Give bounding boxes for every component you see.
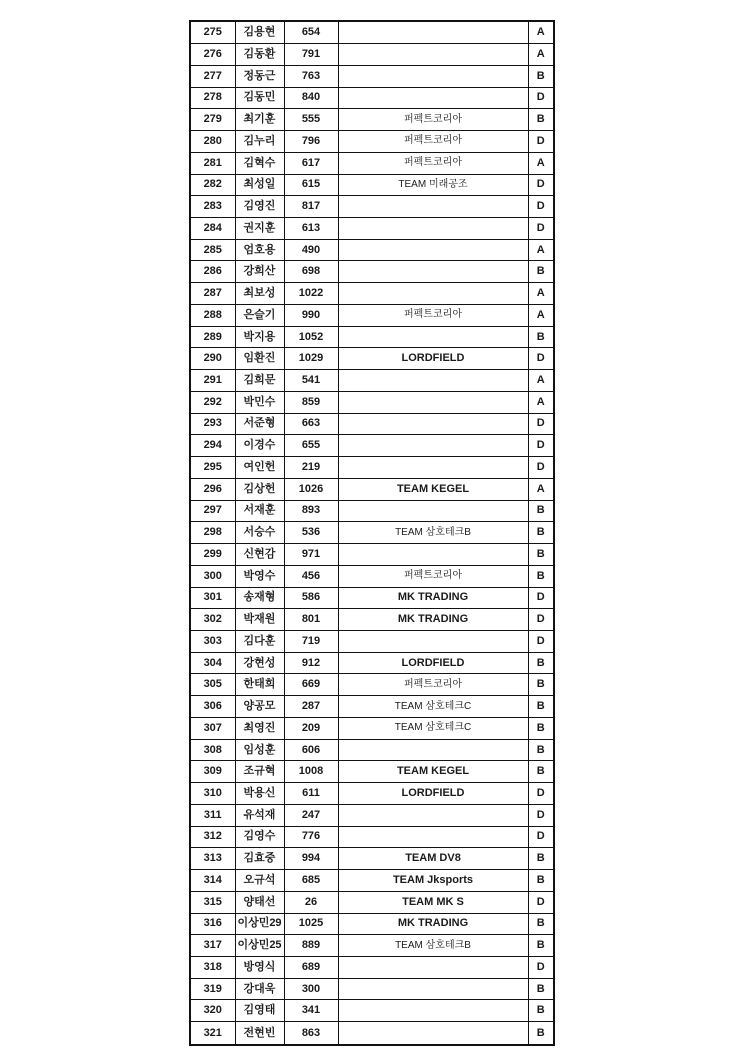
entry-number-cell: 294 <box>190 435 235 457</box>
team-cell: TEAM KEGEL <box>338 761 528 783</box>
team-cell <box>338 457 528 479</box>
grade-cell: B <box>528 1022 554 1045</box>
team-cell: 퍼펙트코리아 <box>338 152 528 174</box>
table-row <box>190 174 554 196</box>
team-cell: 퍼펙트코리아 <box>338 565 528 587</box>
team-cell <box>338 21 528 44</box>
score-cell: 685 <box>284 870 338 892</box>
name-cell: 강대욱 <box>235 978 284 1000</box>
score-cell: 971 <box>284 544 338 566</box>
results-table <box>189 20 555 1046</box>
grade-cell: A <box>528 152 554 174</box>
score-cell: 341 <box>284 1000 338 1022</box>
entry-number-cell: 303 <box>190 630 235 652</box>
grade-cell: A <box>528 478 554 500</box>
entry-number-cell: 291 <box>190 370 235 392</box>
team-cell <box>338 956 528 978</box>
score-cell: 655 <box>284 435 338 457</box>
name-cell: 강희산 <box>235 261 284 283</box>
score-cell: 615 <box>284 174 338 196</box>
entry-number-cell: 313 <box>190 848 235 870</box>
name-cell: 유석재 <box>235 804 284 826</box>
table-row <box>190 935 554 957</box>
table-row <box>190 522 554 544</box>
entry-number-cell: 300 <box>190 565 235 587</box>
name-cell: 임환진 <box>235 348 284 370</box>
table-row <box>190 500 554 522</box>
grade-cell: D <box>528 956 554 978</box>
table-row <box>190 370 554 392</box>
grade-cell: B <box>528 761 554 783</box>
score-cell: 719 <box>284 630 338 652</box>
score-cell: 586 <box>284 587 338 609</box>
name-cell: 신현감 <box>235 544 284 566</box>
table-row <box>190 304 554 326</box>
team-cell: TEAM 미래공조 <box>338 174 528 196</box>
name-cell: 오규석 <box>235 870 284 892</box>
table-row <box>190 956 554 978</box>
table-row <box>190 152 554 174</box>
entry-number-cell: 287 <box>190 283 235 305</box>
grade-cell: B <box>528 544 554 566</box>
entry-number-cell: 276 <box>190 44 235 66</box>
entry-number-cell: 318 <box>190 956 235 978</box>
name-cell: 박재원 <box>235 609 284 631</box>
score-cell: 698 <box>284 261 338 283</box>
score-cell: 1022 <box>284 283 338 305</box>
entry-number-cell: 277 <box>190 65 235 87</box>
grade-cell: B <box>528 913 554 935</box>
team-cell: 퍼펙트코리아 <box>338 109 528 131</box>
entry-number-cell: 278 <box>190 87 235 109</box>
entry-number-cell: 295 <box>190 457 235 479</box>
grade-cell: D <box>528 435 554 457</box>
name-cell: 김희문 <box>235 370 284 392</box>
team-cell: TEAM 삼호테크B <box>338 522 528 544</box>
score-cell: 796 <box>284 131 338 153</box>
score-cell: 456 <box>284 565 338 587</box>
team-cell: 퍼펙트코리아 <box>338 304 528 326</box>
name-cell: 김영수 <box>235 826 284 848</box>
name-cell: 양태선 <box>235 891 284 913</box>
team-cell: LORDFIELD <box>338 652 528 674</box>
table-row <box>190 131 554 153</box>
score-cell: 817 <box>284 196 338 218</box>
table-row <box>190 609 554 631</box>
team-cell: TEAM MK S <box>338 891 528 913</box>
team-cell <box>338 326 528 348</box>
name-cell: 김다훈 <box>235 630 284 652</box>
team-cell: MK TRADING <box>338 913 528 935</box>
team-cell <box>338 283 528 305</box>
grade-cell: B <box>528 1000 554 1022</box>
grade-cell: D <box>528 348 554 370</box>
grade-cell: D <box>528 196 554 218</box>
score-cell: 994 <box>284 848 338 870</box>
grade-cell: A <box>528 391 554 413</box>
score-cell: 1008 <box>284 761 338 783</box>
grade-cell: D <box>528 609 554 631</box>
name-cell: 박민수 <box>235 391 284 413</box>
name-cell: 박영수 <box>235 565 284 587</box>
score-cell: 287 <box>284 696 338 718</box>
entry-number-cell: 302 <box>190 609 235 631</box>
grade-cell: B <box>528 652 554 674</box>
team-cell <box>338 435 528 457</box>
table-row <box>190 739 554 761</box>
name-cell: 김영태 <box>235 1000 284 1022</box>
entry-number-cell: 286 <box>190 261 235 283</box>
grade-cell: D <box>528 131 554 153</box>
score-cell: 209 <box>284 717 338 739</box>
score-cell: 776 <box>284 826 338 848</box>
grade-cell: B <box>528 522 554 544</box>
name-cell: 양공모 <box>235 696 284 718</box>
name-cell: 이상민25 <box>235 935 284 957</box>
score-cell: 1052 <box>284 326 338 348</box>
table-row <box>190 65 554 87</box>
grade-cell: D <box>528 457 554 479</box>
table-row <box>190 413 554 435</box>
table-row <box>190 826 554 848</box>
team-cell: TEAM 삼호테크C <box>338 696 528 718</box>
table-row <box>190 717 554 739</box>
score-cell: 859 <box>284 391 338 413</box>
grade-cell: B <box>528 565 554 587</box>
name-cell: 정동근 <box>235 65 284 87</box>
entry-number-cell: 315 <box>190 891 235 913</box>
entry-number-cell: 320 <box>190 1000 235 1022</box>
table-body <box>190 21 554 1045</box>
table-row <box>190 283 554 305</box>
name-cell: 김누리 <box>235 131 284 153</box>
grade-cell: B <box>528 935 554 957</box>
entry-number-cell: 290 <box>190 348 235 370</box>
table-row <box>190 478 554 500</box>
name-cell: 서승수 <box>235 522 284 544</box>
table-row <box>190 544 554 566</box>
score-cell: 606 <box>284 739 338 761</box>
entry-number-cell: 321 <box>190 1022 235 1045</box>
table-row <box>190 21 554 44</box>
team-cell <box>338 218 528 240</box>
table-row <box>190 326 554 348</box>
name-cell: 여인헌 <box>235 457 284 479</box>
grade-cell: B <box>528 326 554 348</box>
team-cell <box>338 87 528 109</box>
name-cell: 서재훈 <box>235 500 284 522</box>
score-cell: 663 <box>284 413 338 435</box>
grade-cell: A <box>528 370 554 392</box>
grade-cell: A <box>528 304 554 326</box>
entry-number-cell: 293 <box>190 413 235 435</box>
grade-cell: D <box>528 87 554 109</box>
entry-number-cell: 312 <box>190 826 235 848</box>
name-cell: 송재형 <box>235 587 284 609</box>
team-cell: TEAM 삼호테크C <box>338 717 528 739</box>
name-cell: 박지용 <box>235 326 284 348</box>
entry-number-cell: 281 <box>190 152 235 174</box>
team-cell: 퍼펙트코리아 <box>338 131 528 153</box>
score-cell: 1025 <box>284 913 338 935</box>
name-cell: 권지훈 <box>235 218 284 240</box>
score-cell: 669 <box>284 674 338 696</box>
table-row <box>190 978 554 1000</box>
table-row <box>190 848 554 870</box>
table-row <box>190 239 554 261</box>
score-cell: 893 <box>284 500 338 522</box>
grade-cell: D <box>528 218 554 240</box>
score-cell: 613 <box>284 218 338 240</box>
score-cell: 990 <box>284 304 338 326</box>
entry-number-cell: 299 <box>190 544 235 566</box>
name-cell: 이경수 <box>235 435 284 457</box>
name-cell: 김영진 <box>235 196 284 218</box>
grade-cell: D <box>528 783 554 805</box>
grade-cell: A <box>528 44 554 66</box>
score-cell: 801 <box>284 609 338 631</box>
grade-cell: B <box>528 848 554 870</box>
grade-cell: D <box>528 804 554 826</box>
team-cell: TEAM KEGEL <box>338 478 528 500</box>
entry-number-cell: 317 <box>190 935 235 957</box>
team-cell: TEAM 삼호테크B <box>338 935 528 957</box>
name-cell: 박용신 <box>235 783 284 805</box>
table-row <box>190 348 554 370</box>
entry-number-cell: 279 <box>190 109 235 131</box>
name-cell: 김용현 <box>235 21 284 44</box>
team-cell <box>338 739 528 761</box>
team-cell <box>338 44 528 66</box>
team-cell <box>338 370 528 392</box>
team-cell <box>338 826 528 848</box>
table-row <box>190 891 554 913</box>
entry-number-cell: 306 <box>190 696 235 718</box>
entry-number-cell: 296 <box>190 478 235 500</box>
name-cell: 김동환 <box>235 44 284 66</box>
entry-number-cell: 316 <box>190 913 235 935</box>
entry-number-cell: 310 <box>190 783 235 805</box>
entry-number-cell: 289 <box>190 326 235 348</box>
entry-number-cell: 314 <box>190 870 235 892</box>
team-cell: 퍼펙트코리아 <box>338 674 528 696</box>
name-cell: 이상민29 <box>235 913 284 935</box>
score-cell: 541 <box>284 370 338 392</box>
score-cell: 536 <box>284 522 338 544</box>
team-cell: TEAM Jksports <box>338 870 528 892</box>
entry-number-cell: 307 <box>190 717 235 739</box>
grade-cell: D <box>528 630 554 652</box>
score-cell: 617 <box>284 152 338 174</box>
table-row <box>190 804 554 826</box>
score-cell: 889 <box>284 935 338 957</box>
grade-cell: B <box>528 65 554 87</box>
grade-cell: A <box>528 283 554 305</box>
entry-number-cell: 298 <box>190 522 235 544</box>
entry-number-cell: 283 <box>190 196 235 218</box>
table-row <box>190 630 554 652</box>
grade-cell: D <box>528 826 554 848</box>
table-row <box>190 696 554 718</box>
grade-cell: A <box>528 239 554 261</box>
team-cell <box>338 544 528 566</box>
team-cell: LORDFIELD <box>338 783 528 805</box>
score-cell: 654 <box>284 21 338 44</box>
team-cell <box>338 196 528 218</box>
name-cell: 전현빈 <box>235 1022 284 1045</box>
entry-number-cell: 311 <box>190 804 235 826</box>
score-cell: 1029 <box>284 348 338 370</box>
team-cell: LORDFIELD <box>338 348 528 370</box>
score-cell: 490 <box>284 239 338 261</box>
name-cell: 서준형 <box>235 413 284 435</box>
entry-number-cell: 280 <box>190 131 235 153</box>
name-cell: 김효중 <box>235 848 284 870</box>
score-cell: 219 <box>284 457 338 479</box>
team-cell <box>338 239 528 261</box>
score-cell: 689 <box>284 956 338 978</box>
name-cell: 은슬기 <box>235 304 284 326</box>
grade-cell: B <box>528 674 554 696</box>
score-cell: 300 <box>284 978 338 1000</box>
table-row <box>190 457 554 479</box>
team-cell <box>338 413 528 435</box>
table-row <box>190 652 554 674</box>
entry-number-cell: 308 <box>190 739 235 761</box>
name-cell: 엄호용 <box>235 239 284 261</box>
grade-cell: B <box>528 978 554 1000</box>
team-cell <box>338 630 528 652</box>
name-cell: 김동민 <box>235 87 284 109</box>
entry-number-cell: 305 <box>190 674 235 696</box>
table-row <box>190 913 554 935</box>
score-cell: 912 <box>284 652 338 674</box>
score-cell: 555 <box>284 109 338 131</box>
team-cell <box>338 804 528 826</box>
entry-number-cell: 275 <box>190 21 235 44</box>
table-row <box>190 391 554 413</box>
table-row <box>190 218 554 240</box>
table-row <box>190 196 554 218</box>
team-cell: MK TRADING <box>338 587 528 609</box>
score-cell: 611 <box>284 783 338 805</box>
grade-cell: B <box>528 261 554 283</box>
entry-number-cell: 285 <box>190 239 235 261</box>
name-cell: 최기훈 <box>235 109 284 131</box>
table-row <box>190 261 554 283</box>
table-row <box>190 1022 554 1045</box>
table-row <box>190 783 554 805</box>
table-row <box>190 870 554 892</box>
team-cell <box>338 1022 528 1045</box>
table-row <box>190 1000 554 1022</box>
entry-number-cell: 319 <box>190 978 235 1000</box>
grade-cell: D <box>528 413 554 435</box>
score-cell: 763 <box>284 65 338 87</box>
entry-number-cell: 292 <box>190 391 235 413</box>
table-row <box>190 435 554 457</box>
grade-cell: B <box>528 696 554 718</box>
score-cell: 840 <box>284 87 338 109</box>
entry-number-cell: 284 <box>190 218 235 240</box>
team-cell <box>338 500 528 522</box>
entry-number-cell: 282 <box>190 174 235 196</box>
table-row <box>190 761 554 783</box>
grade-cell: D <box>528 891 554 913</box>
table-row <box>190 87 554 109</box>
grade-cell: B <box>528 870 554 892</box>
name-cell: 김상헌 <box>235 478 284 500</box>
score-cell: 26 <box>284 891 338 913</box>
team-cell <box>338 65 528 87</box>
grade-cell: D <box>528 587 554 609</box>
name-cell: 최보성 <box>235 283 284 305</box>
grade-cell: B <box>528 739 554 761</box>
team-cell: MK TRADING <box>338 609 528 631</box>
team-cell <box>338 978 528 1000</box>
table-row <box>190 674 554 696</box>
name-cell: 최영진 <box>235 717 284 739</box>
score-cell: 863 <box>284 1022 338 1045</box>
table-row <box>190 109 554 131</box>
team-cell <box>338 1000 528 1022</box>
name-cell: 최성일 <box>235 174 284 196</box>
table-row <box>190 587 554 609</box>
entry-number-cell: 309 <box>190 761 235 783</box>
entry-number-cell: 304 <box>190 652 235 674</box>
name-cell: 한태희 <box>235 674 284 696</box>
grade-cell: A <box>528 21 554 44</box>
grade-cell: B <box>528 717 554 739</box>
score-cell: 791 <box>284 44 338 66</box>
entry-number-cell: 301 <box>190 587 235 609</box>
team-cell <box>338 391 528 413</box>
name-cell: 강현성 <box>235 652 284 674</box>
grade-cell: B <box>528 500 554 522</box>
team-cell <box>338 261 528 283</box>
grade-cell: B <box>528 109 554 131</box>
team-cell: TEAM DV8 <box>338 848 528 870</box>
score-cell: 247 <box>284 804 338 826</box>
score-cell: 1026 <box>284 478 338 500</box>
name-cell: 조규혁 <box>235 761 284 783</box>
table-row <box>190 565 554 587</box>
entry-number-cell: 288 <box>190 304 235 326</box>
table-row <box>190 44 554 66</box>
entry-number-cell: 297 <box>190 500 235 522</box>
name-cell: 방영식 <box>235 956 284 978</box>
grade-cell: D <box>528 174 554 196</box>
name-cell: 임성훈 <box>235 739 284 761</box>
name-cell: 김혁수 <box>235 152 284 174</box>
